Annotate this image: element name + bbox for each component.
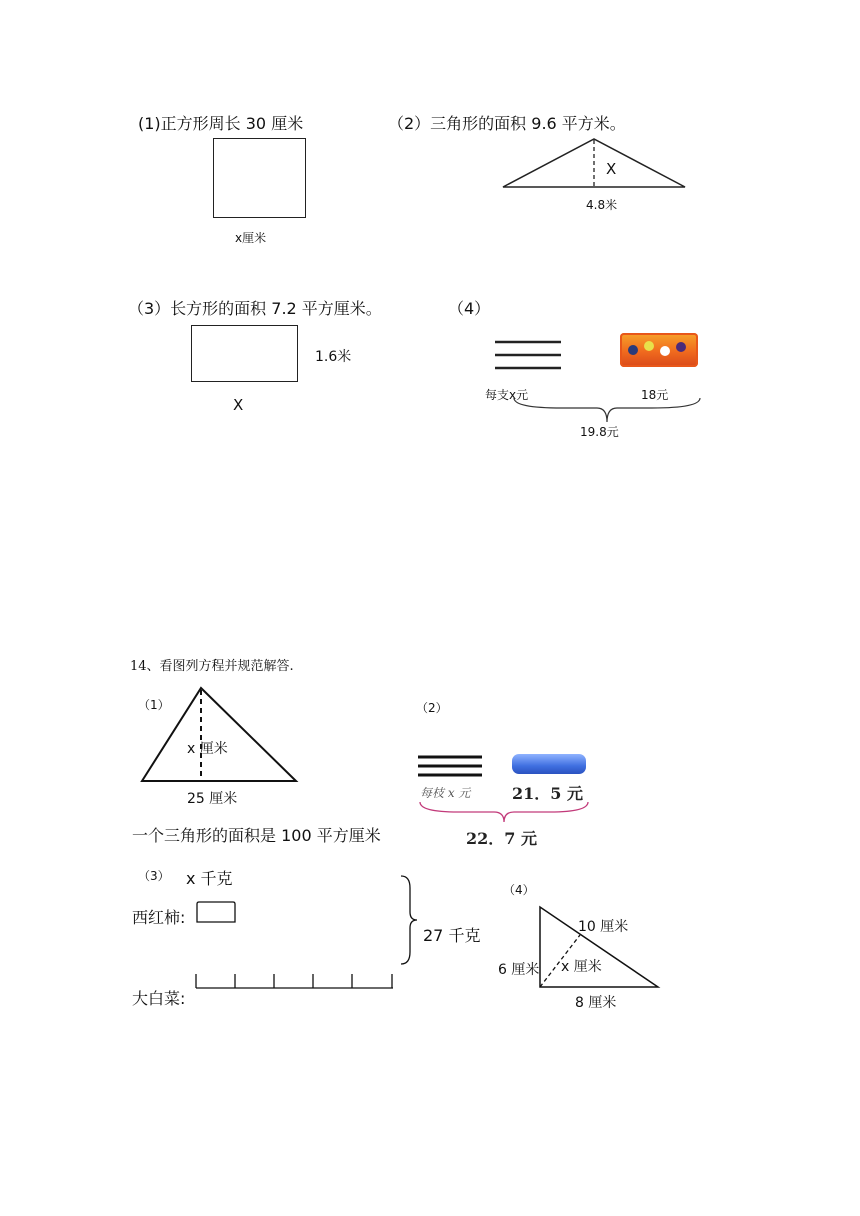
s14-q2-case-label: 21．5 元 xyxy=(512,784,583,803)
s14-q2-total-label: 22．7 元 xyxy=(466,829,537,848)
q4-pen-label: 每支x元 xyxy=(485,388,529,402)
s14-q3-brace xyxy=(398,874,420,966)
s14-q3-tomato-bracket xyxy=(195,900,237,924)
s14-q3-x-label: x 千克 xyxy=(186,869,233,888)
q3-rectangle xyxy=(191,325,298,382)
q4-brace xyxy=(512,396,702,426)
q4-total-label: 19.8元 xyxy=(580,425,619,439)
q1-square xyxy=(213,138,306,218)
q2-height-label: X xyxy=(606,160,617,178)
s14-q3-cabbage-segments xyxy=(195,972,395,990)
s14-q3-label: （3） xyxy=(138,869,170,883)
s14-q4-hyp-label: 10 厘米 xyxy=(578,919,629,935)
s14-q2-brace xyxy=(418,800,590,826)
q2-label: （2）三角形的面积 9.6 平方米。 xyxy=(388,114,626,133)
s14-q2-pen-label: 每枝 x 元 xyxy=(420,786,471,800)
s14-q4-base-label: 8 厘米 xyxy=(575,995,617,1011)
s14-q3-total-label: 27 千克 xyxy=(423,926,481,945)
s14-q1-height-label: x 厘米 xyxy=(187,741,228,757)
s14-q4-label: （4） xyxy=(503,883,535,897)
pencil-case-icon xyxy=(620,333,698,367)
section-14-title: 14、看图列方程并规范解答. xyxy=(130,659,294,674)
q3-width-label: 1.6米 xyxy=(315,349,352,365)
q2-triangle xyxy=(500,136,690,192)
q3-length-label: X xyxy=(233,396,244,414)
q1-side-label: x厘米 xyxy=(235,231,267,245)
q2-base-label: 4.8米 xyxy=(586,198,618,212)
s14-q3-tomato-label: 西红柿: xyxy=(132,908,186,927)
pens-icon xyxy=(493,338,565,374)
q4-label: （4） xyxy=(448,299,491,318)
s14-q1-label: （1） xyxy=(138,698,170,712)
s14-q4-left-label: 6 厘米 xyxy=(498,962,540,978)
pens-icon-2 xyxy=(416,754,486,780)
s14-q3-cabbage-label: 大白菜: xyxy=(132,989,186,1008)
s14-q1-triangle xyxy=(140,685,300,785)
q3-label: （3）长方形的面积 7.2 平方厘米。 xyxy=(128,299,382,318)
s14-q4-height-label: x 厘米 xyxy=(561,959,602,975)
q4-case-label: 18元 xyxy=(641,388,669,402)
q1-label: (1)正方形周长 30 厘米 xyxy=(138,114,304,133)
pencil-case-icon-2 xyxy=(512,754,586,774)
s14-q1-note: 一个三角形的面积是 100 平方厘米 xyxy=(132,826,381,845)
s14-q2-label: （2） xyxy=(416,701,448,715)
s14-q1-base-label: 25 厘米 xyxy=(187,791,238,807)
